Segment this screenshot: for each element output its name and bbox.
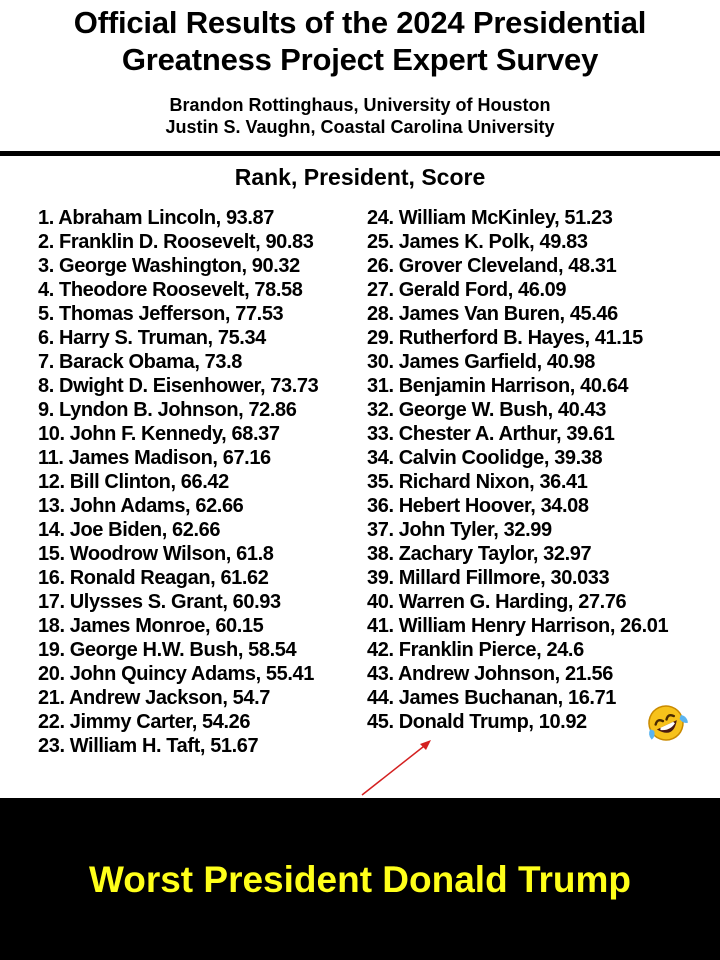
list-item: 5. Thomas Jefferson, 77.53 (38, 303, 284, 325)
list-item: 42. Franklin Pierce, 24.6 (367, 639, 584, 661)
list-item: 13. John Adams, 62.66 (38, 495, 244, 517)
list-item: 40. Warren G. Harding, 27.76 (367, 591, 627, 613)
list-item: 22. Jimmy Carter, 54.26 (38, 711, 251, 733)
list-item: 43. Andrew Johnson, 21.56 (367, 663, 614, 685)
author-1: Brandon Rottinghaus, University of Houston (169, 95, 551, 115)
list-item: 1. Abraham Lincoln, 93.87 (38, 207, 275, 229)
list-item: 35. Richard Nixon, 36.41 (367, 471, 588, 493)
title-line-1: Official Results of the 2024 Presidential (73, 5, 647, 40)
author-2: Justin S. Vaughn, Coastal Carolina University (165, 117, 555, 137)
divider (0, 151, 720, 156)
list-item: 27. Gerald Ford, 46.09 (367, 279, 567, 301)
page-title (0, 4, 720, 78)
list-item: 32. George W. Bush, 40.43 (367, 399, 606, 421)
list-item: 11. James Madison, 67.16 (38, 447, 271, 469)
title-line-2: Greatness Project Expert Survey (121, 42, 599, 77)
list-item: 23. William H. Taft, 51.67 (38, 735, 259, 757)
list-item: 37. John Tyler, 32.99 (367, 519, 552, 541)
list-item: 29. Rutherford B. Hayes, 41.15 (367, 327, 643, 349)
list-item: 41. William Henry Harrison, 26.01 (367, 615, 669, 637)
list-item: 30. James Garfield, 40.98 (367, 351, 595, 373)
list-item: 7. Barack Obama, 73.8 (38, 351, 242, 373)
list-item: 21. Andrew Jackson, 54.7 (38, 687, 271, 709)
list-item: 4. Theodore Roosevelt, 78.58 (38, 279, 303, 301)
laughing-tears-emoji-icon (643, 700, 689, 746)
list-item: 2. Franklin D. Roosevelt, 90.83 (38, 231, 314, 253)
ranking-list-right (367, 206, 668, 734)
list-item: 12. Bill Clinton, 66.42 (38, 471, 229, 493)
list-item: 6. Harry S. Truman, 75.34 (38, 327, 266, 349)
list-item: 16. Ronald Reagan, 61.62 (38, 567, 269, 589)
list-item: 14. Joe Biden, 62.66 (38, 519, 221, 541)
list-item: 20. John Quincy Adams, 55.41 (38, 663, 314, 685)
list-item: 31. Benjamin Harrison, 40.64 (367, 375, 629, 397)
list-item: 44. James Buchanan, 16.71 (367, 687, 617, 709)
list-item: 15. Woodrow Wilson, 61.8 (38, 543, 274, 565)
list-item: 18. James Monroe, 60.15 (38, 615, 264, 637)
column-header: Rank, President, Score (234, 164, 486, 190)
list-item: 45. Donald Trump, 10.92 (367, 711, 587, 733)
list-item: 26. Grover Cleveland, 48.31 (367, 255, 617, 277)
list-item: 38. Zachary Taylor, 32.97 (367, 543, 592, 565)
list-item: 36. Hebert Hoover, 34.08 (367, 495, 589, 517)
list-item: 17. Ulysses S. Grant, 60.93 (38, 591, 281, 613)
list-item: 19. George H.W. Bush, 58.54 (38, 639, 297, 661)
caption: Worst President Donald Trump (88, 859, 632, 900)
list-item: 33. Chester A. Arthur, 39.61 (367, 423, 615, 445)
list-item: 25. James K. Polk, 49.83 (367, 231, 588, 253)
list-item: 28. James Van Buren, 45.46 (367, 303, 618, 325)
list-item: 8. Dwight D. Eisenhower, 73.73 (38, 375, 319, 397)
ranking-list-left (38, 206, 318, 758)
list-item: 9. Lyndon B. Johnson, 72.86 (38, 399, 297, 421)
list-item: 3. George Washington, 90.32 (38, 255, 300, 277)
list-item: 34. Calvin Coolidge, 39.38 (367, 447, 603, 469)
list-item: 10. John F. Kennedy, 68.37 (38, 423, 280, 445)
list-item: 24. William McKinley, 51.23 (367, 207, 613, 229)
authors (0, 94, 720, 138)
list-item: 39. Millard Fillmore, 30.033 (367, 567, 610, 589)
